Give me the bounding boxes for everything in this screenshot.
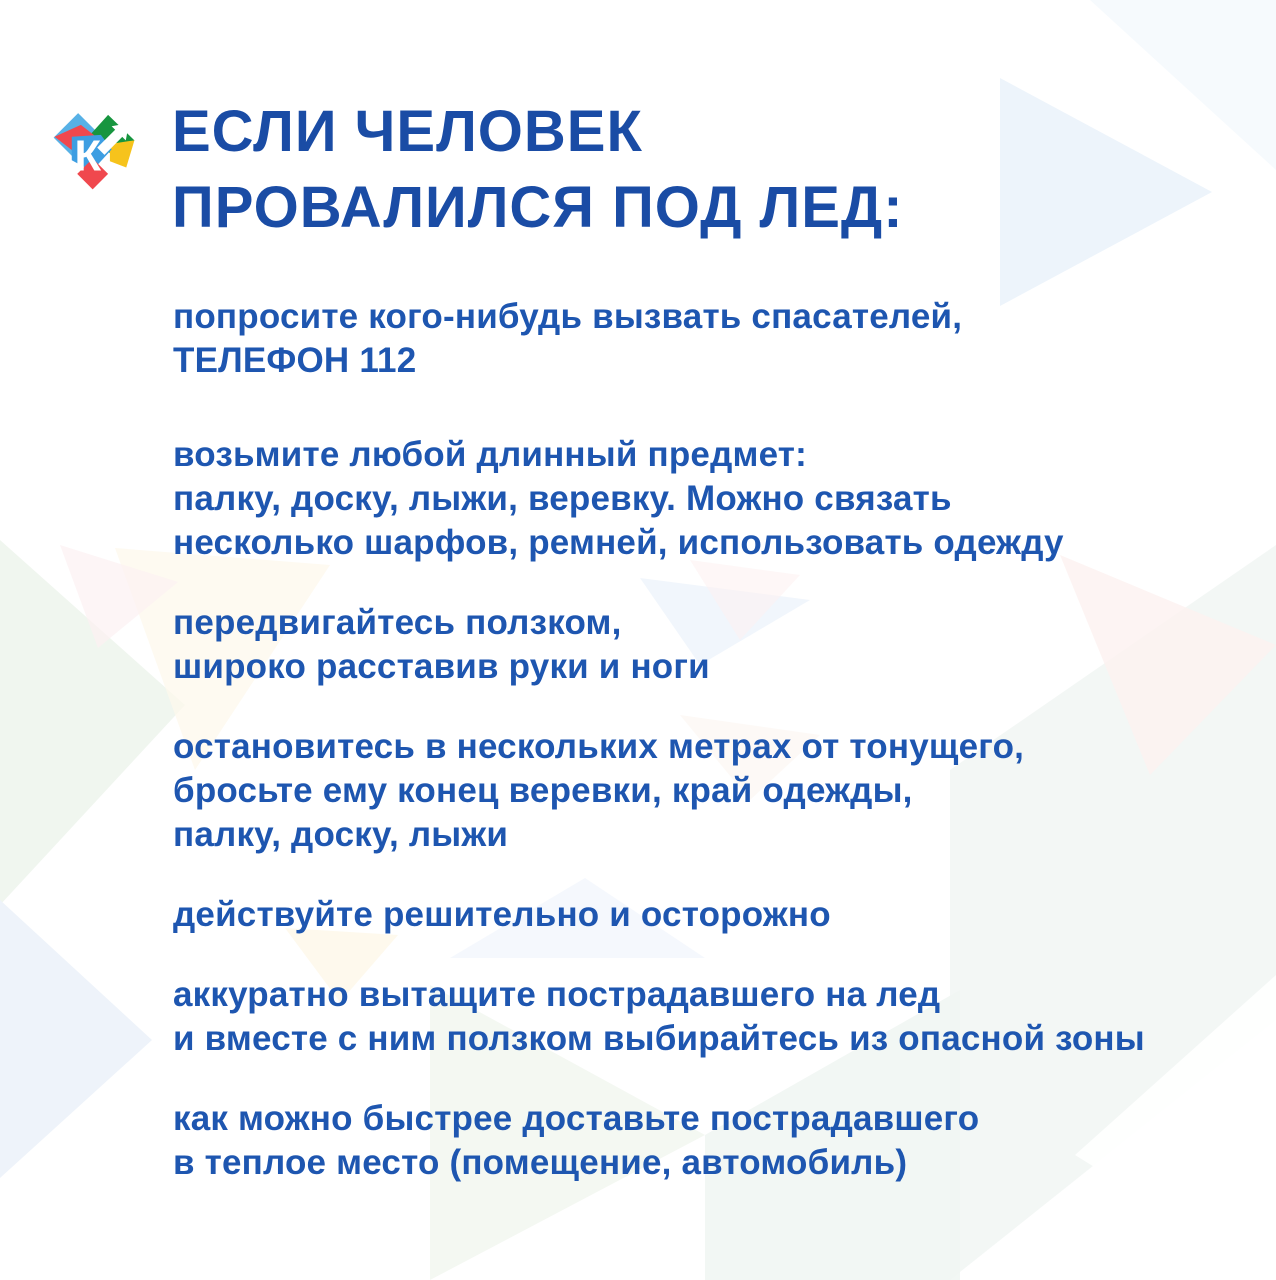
instruction-line: аккуратно вытащите пострадавшего на лед [173,975,941,1014]
instruction-line: в теплое место (помещение, автомобиль) [173,1143,908,1182]
instruction-line: остановитесь в нескольких метрах от тонущего, [173,727,1025,766]
instruction-line: и вместе с ним ползком выбирайтесь из опасной зоны [173,1019,1145,1058]
instruction-paragraph [173,295,1145,383]
instruction-line: несколько шарфов, ремней, использовать одежду [173,523,1064,562]
instruction-line: палку, доску, лыжи [173,815,509,854]
instruction-line: действуйте решительно и осторожно [173,895,831,934]
instruction-line: передвигайтесь ползком, [173,603,622,642]
page-title [172,94,904,246]
instruction-line: попросите кого-нибудь вызвать спасателей, [173,297,963,336]
instruction-line: как можно быстрее доставьте пострадавшего [173,1099,980,1138]
instruction-paragraph [173,433,1145,565]
instructions-list [173,295,1145,1221]
instruction-paragraph [173,893,1145,937]
logo-letter: К [74,132,102,181]
region-logo [50,100,168,246]
page-title-line2: ПРОВАЛИЛСЯ ПОД ЛЕД: [172,175,904,240]
instruction-line: бросьте ему конец веревки, край одежды, [173,771,913,810]
instruction-paragraph [173,973,1145,1061]
instruction-paragraph [173,601,1145,689]
page-title-line1: ЕСЛИ ЧЕЛОВЕК [172,99,643,164]
instruction-line: ТЕЛЕФОН 112 [173,341,417,380]
instruction-line: широко расставив руки и ноги [173,647,710,686]
instruction-line: палку, доску, лыжи, веревку. Можно связать [173,479,952,518]
instruction-paragraph [173,1097,1145,1185]
instruction-line: возьмите любой длинный предмет: [173,435,807,474]
instruction-paragraph [173,725,1145,857]
